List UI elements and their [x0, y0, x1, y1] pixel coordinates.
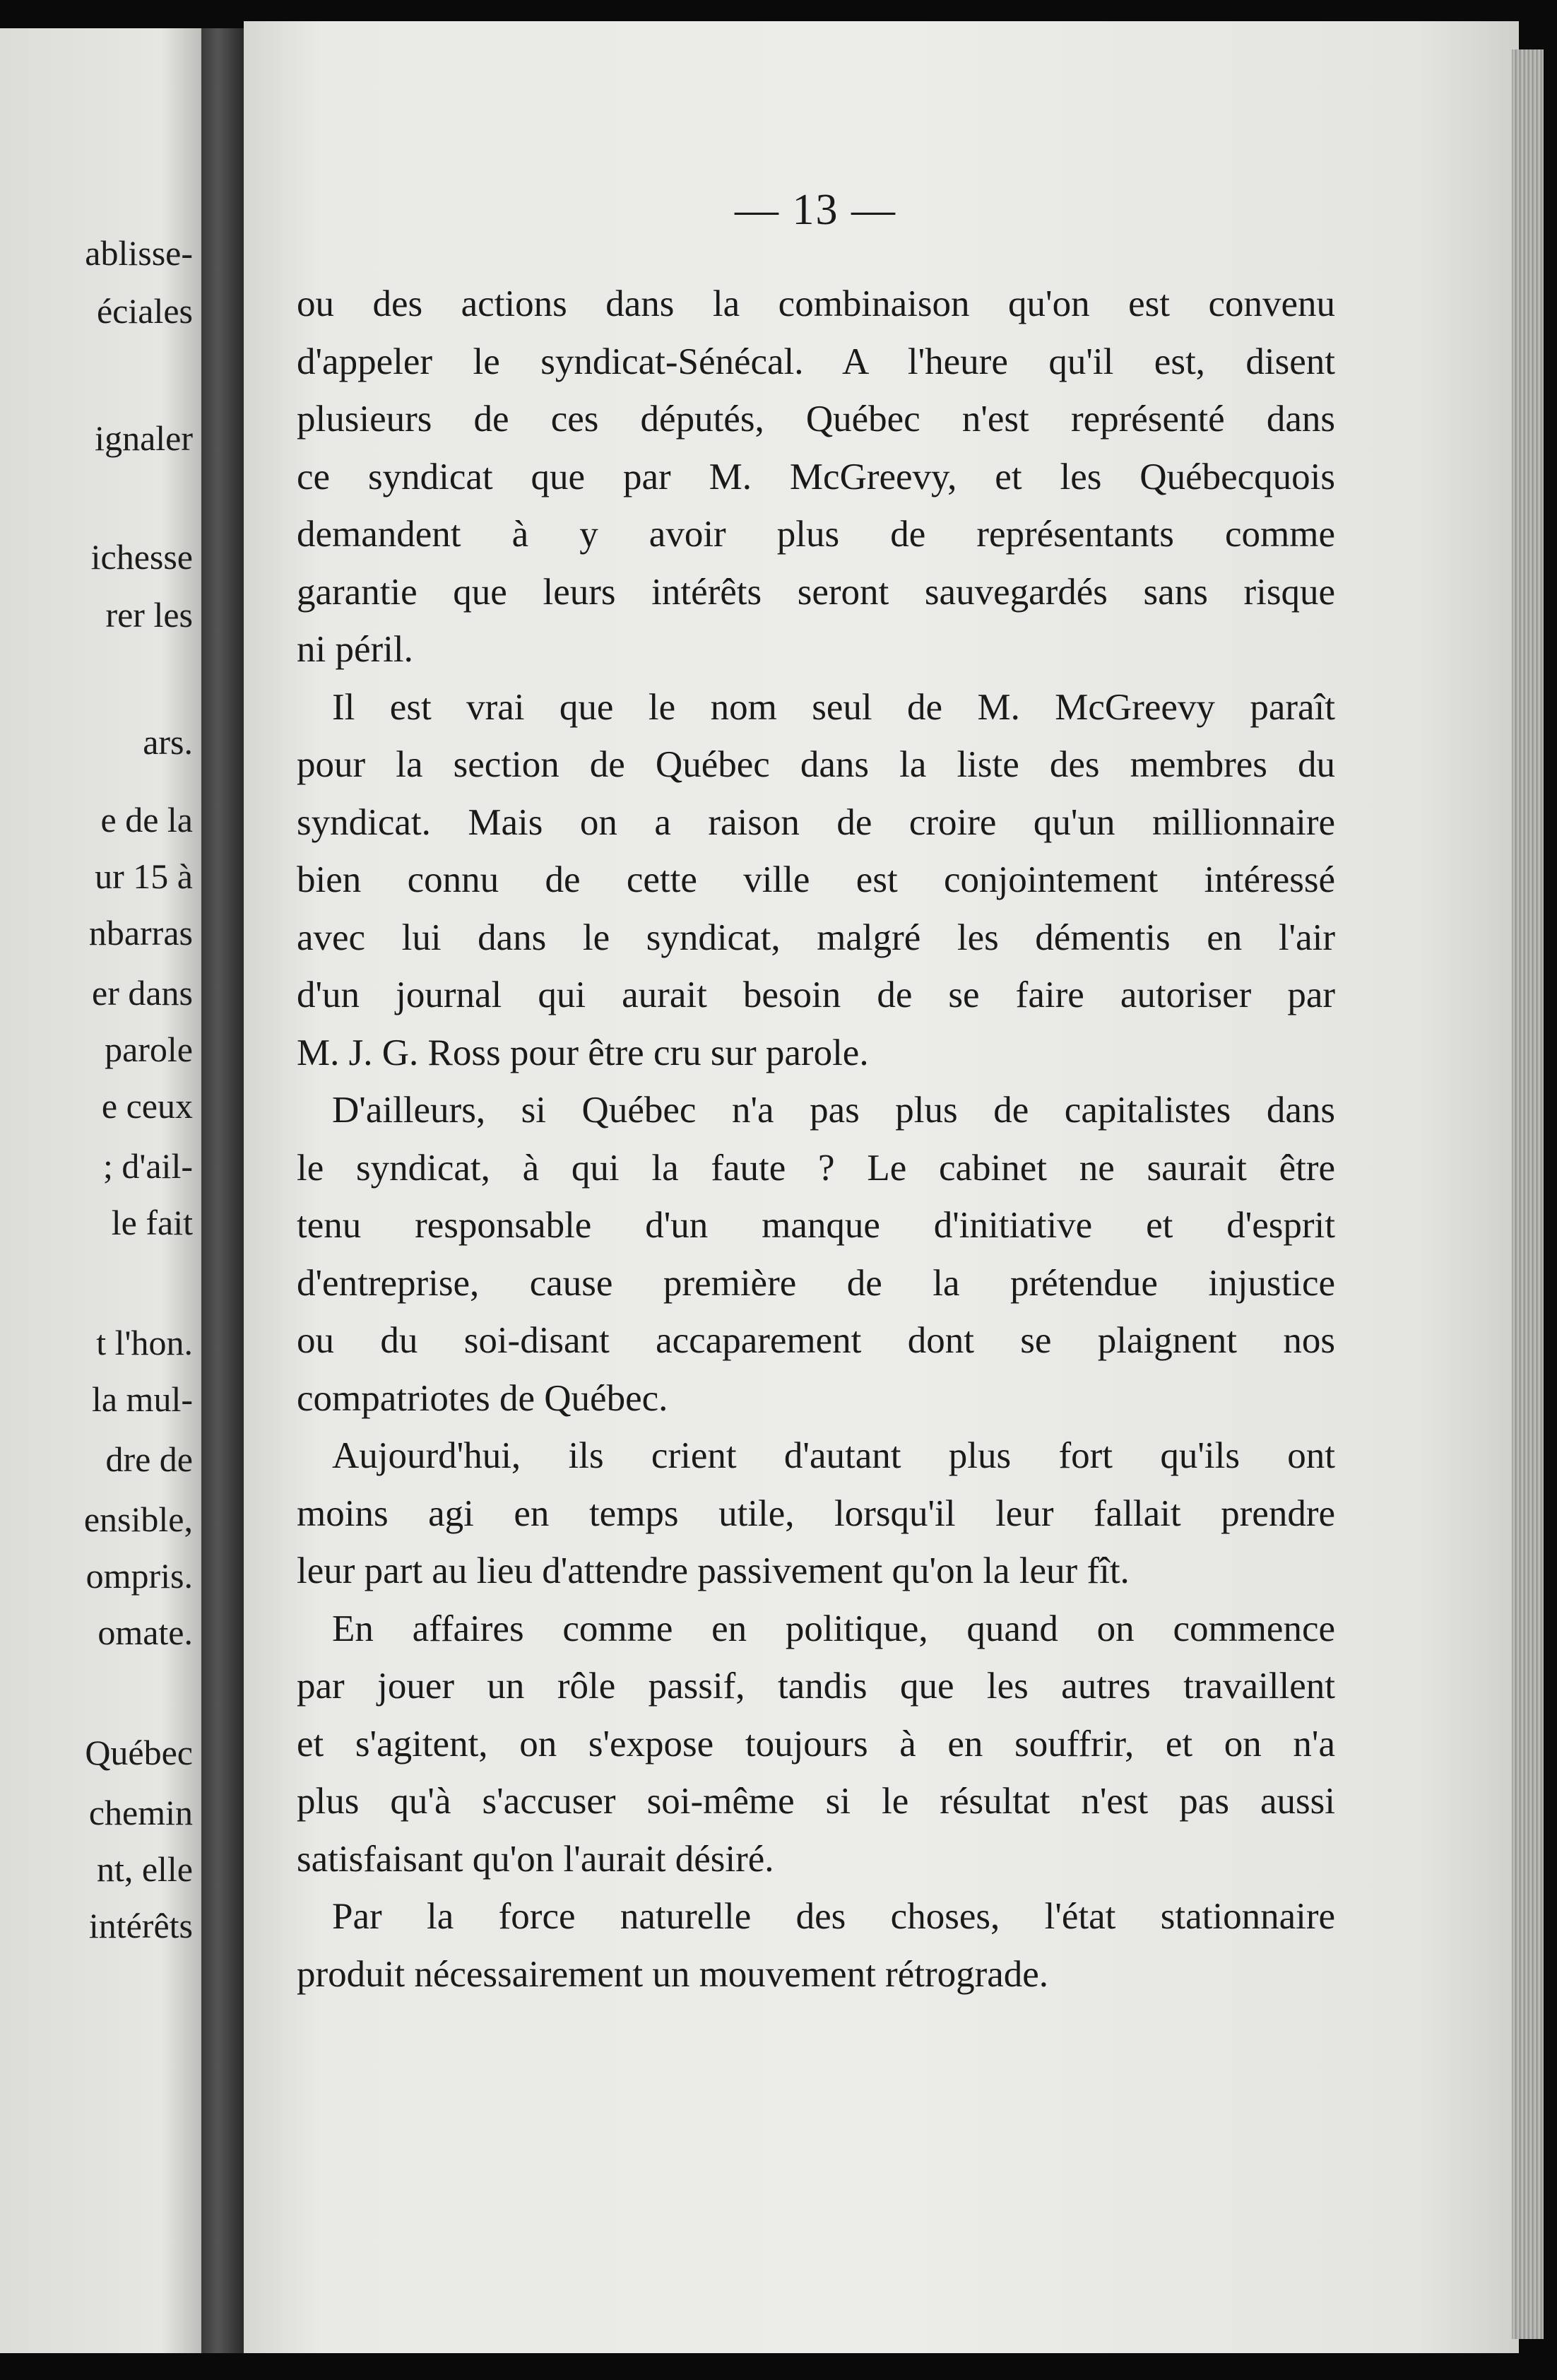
- paragraph: [297, 1888, 1335, 2003]
- left-page-line: chemin: [88, 1793, 193, 1832]
- book-gutter: [201, 28, 244, 2353]
- paragraph: [297, 679, 1335, 1083]
- left-page-line: ablisse-: [85, 233, 193, 273]
- text-line: ou des actions dans la combinaison qu'on est convenu: [297, 283, 1335, 324]
- text-line: D'ailleurs, si Québec n'a pas plus de capitalistes dans: [332, 1090, 1335, 1131]
- text-line: tenu responsable d'un manque d'initiative et d'esprit: [297, 1205, 1335, 1246]
- paragraph: [297, 1082, 1335, 1427]
- left-page-line: ompris.: [85, 1556, 193, 1596]
- paragraph: [297, 1427, 1335, 1601]
- left-page-line: dre de: [105, 1439, 193, 1479]
- left-page-line: rer les: [105, 595, 193, 635]
- paragraph: [297, 1601, 1335, 1889]
- text-line: ou du soi-disant accaparement dont se plaignent nos: [297, 1320, 1335, 1361]
- left-page-line: parole: [105, 1030, 193, 1069]
- text-line: leur part au lieu d'attendre passivement qu'on la leur fît.: [297, 1550, 1130, 1591]
- text-line: Il est vrai que le nom seul de M. McGreevy paraît: [332, 686, 1335, 728]
- text-line: compatriotes de Québec.: [297, 1377, 668, 1419]
- left-page-line: omate.: [97, 1613, 193, 1652]
- left-page-line: ; d'ail-: [102, 1146, 193, 1186]
- left-page-line: ur 15 à: [95, 856, 193, 896]
- text-line: plus qu'à s'accuser soi-même si le résultat n'est pas aussi: [297, 1781, 1335, 1822]
- left-page-line: ars.: [143, 722, 193, 762]
- text-line: produit nécessairement un mouvement rétrograde.: [297, 1953, 1049, 1995]
- text-line: garantie que leurs intérêts seront sauvegardés sans risque: [297, 571, 1335, 613]
- left-page-line: ignaler: [95, 418, 193, 458]
- left-page-fragment: [0, 28, 201, 2353]
- text-line: le syndicat, à qui la faute ? Le cabinet ne saurait être: [297, 1147, 1335, 1189]
- left-page-line: Québec: [85, 1733, 193, 1772]
- text-line: Aujourd'hui, ils crient d'autant plus fort qu'ils ont: [332, 1435, 1335, 1476]
- left-page-line: ichesse: [90, 537, 193, 577]
- page-edge: [1512, 49, 1544, 2339]
- text-line: d'un journal qui aurait besoin de se faire autoriser par: [297, 974, 1335, 1015]
- text-line: ni péril.: [297, 629, 413, 670]
- text-line: bien connu de cette ville est conjointement intéressé: [297, 859, 1335, 900]
- left-page-line: t l'hon.: [96, 1323, 193, 1362]
- text-line: ce syndicat que par M. McGreevy, et les Québecquois: [297, 456, 1335, 497]
- text-line: syndicat. Mais on a raison de croire qu'un millionnaire: [297, 801, 1335, 843]
- paragraph: [297, 276, 1335, 679]
- left-page-line: nt, elle: [96, 1849, 193, 1889]
- text-line: En affaires comme en politique, quand on commence: [332, 1608, 1335, 1649]
- left-page-line: éciales: [96, 291, 193, 331]
- left-page-line: e ceux: [101, 1086, 193, 1126]
- text-line: moins agi en temps utile, lorsqu'il leur fallait prendre: [297, 1492, 1335, 1534]
- text-line: d'appeler le syndicat-Sénécal. A l'heure qu'il est, disent: [297, 341, 1335, 382]
- text-line: pour la section de Québec dans la liste des membres du: [297, 744, 1335, 785]
- left-page-line: ensible,: [83, 1500, 193, 1539]
- left-page-line: le fait: [111, 1203, 193, 1242]
- text-line: avec lui dans le syndicat, malgré les démentis en l'air: [297, 917, 1335, 958]
- text-line: et s'agitent, on s'expose toujours à en souffrir, et on n'a: [297, 1723, 1335, 1765]
- left-page-line: la mul-: [91, 1379, 193, 1419]
- left-page-line: er dans: [92, 973, 193, 1013]
- left-page-line: nbarras: [88, 913, 193, 953]
- text-line: Par la force naturelle des choses, l'état stationnaire: [332, 1896, 1335, 1937]
- body-text: [297, 276, 1335, 2003]
- page-number: — 13 —: [735, 186, 896, 234]
- text-line: demandent à y avoir plus de représentants comme: [297, 514, 1335, 555]
- text-line: satisfaisant qu'on l'aurait désiré.: [297, 1838, 774, 1880]
- text-line: d'entreprise, cause première de la prétendue injustice: [297, 1262, 1335, 1304]
- text-line: M. J. G. Ross pour être cru sur parole.: [297, 1032, 869, 1073]
- left-page-line: intérêts: [88, 1906, 193, 1945]
- text-line: par jouer un rôle passif, tandis que les autres travaillent: [297, 1666, 1335, 1707]
- text-line: plusieurs de ces députés, Québec n'est représenté dans: [297, 399, 1335, 440]
- left-page-line: e de la: [100, 800, 193, 840]
